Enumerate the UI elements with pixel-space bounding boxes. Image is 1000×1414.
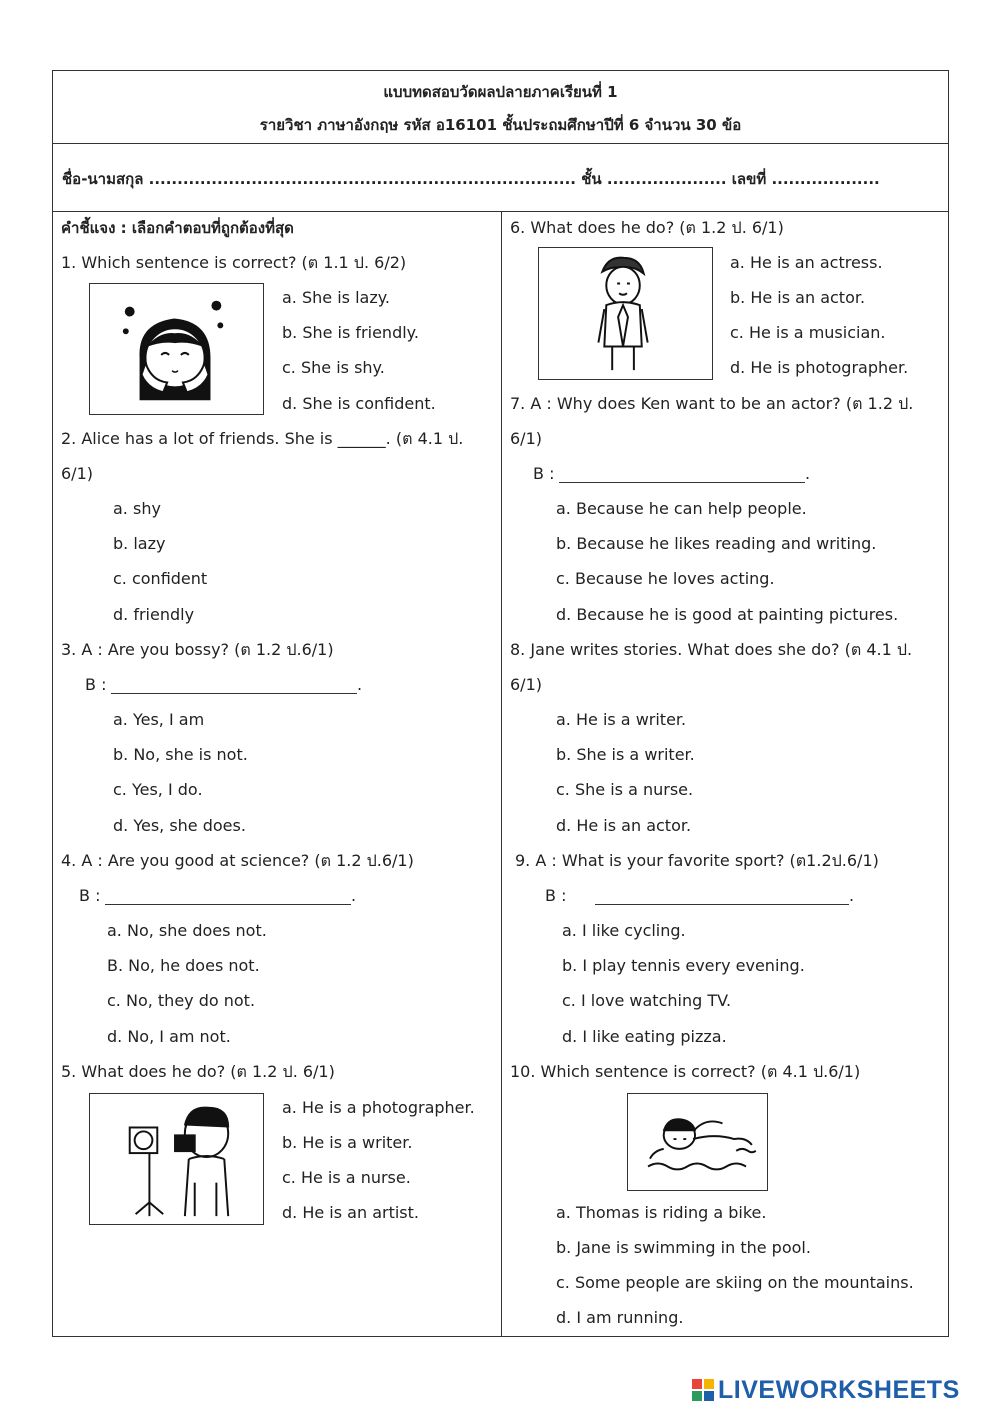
q1-option-c[interactable]: c. She is shy. — [282, 358, 385, 377]
q7-b-label: B : — [533, 464, 555, 483]
exam-subtitle: รายวิชา ภาษาอังกฤษ รหัส อ16101 ชั้นประถมศึกษาปีที่ 6 จำนวน 30 ข้อ — [259, 116, 742, 134]
q1-stem: 1. Which sentence is correct? (ต 1.1 ป. 6/2) — [61, 253, 407, 272]
q3-period: . — [357, 675, 363, 694]
q7-answer-blank[interactable] — [559, 482, 805, 483]
exam-header — [53, 71, 948, 144]
q3-option-c[interactable]: c. Yes, I do. — [113, 780, 203, 799]
q10-option-d[interactable]: d. I am running. — [556, 1308, 684, 1327]
q3-answer-blank[interactable] — [111, 693, 357, 694]
q9-option-c[interactable]: c. I love watching TV. — [562, 991, 732, 1010]
instructions: คำชี้แจง : เลือกคำตอบที่ถูกต้องที่สุด — [61, 219, 294, 237]
q3-b-label: B : — [85, 675, 107, 694]
q1-option-b[interactable]: b. She is friendly. — [282, 323, 419, 342]
q5-option-a[interactable]: a. He is a photographer. — [282, 1098, 475, 1117]
q4-answer-blank[interactable] — [105, 904, 351, 905]
q7-option-a[interactable]: a. Because he can help people. — [556, 499, 807, 518]
q2-option-b[interactable]: b. lazy — [113, 534, 166, 553]
q8-option-a[interactable]: a. He is a writer. — [556, 710, 687, 729]
q6-option-b[interactable]: b. He is an actor. — [730, 288, 866, 307]
q5-option-c[interactable]: c. He is a nurse. — [282, 1168, 411, 1187]
q6-option-c[interactable]: c. He is a musician. — [730, 323, 886, 342]
actor-illustration — [539, 248, 712, 379]
q4-option-c[interactable]: c. No, they do not. — [107, 991, 256, 1010]
q2-stem-cont: 6/1) — [61, 464, 93, 483]
q3-option-d[interactable]: d. Yes, she does. — [113, 816, 246, 835]
liveworksheets-logo-icon — [692, 1379, 714, 1401]
q4-period: . — [351, 886, 357, 905]
q4-option-a[interactable]: a. No, she does not. — [107, 921, 267, 940]
q9-option-d[interactable]: d. I like eating pizza. — [562, 1027, 727, 1046]
q6-option-a[interactable]: a. He is an actress. — [730, 253, 883, 272]
column-divider — [501, 211, 502, 1337]
liveworksheets-logo-text: LIVEWORKSHEETS — [718, 1376, 960, 1404]
q6-stem: 6. What does he do? (ต 1.2 ป. 6/1) — [510, 218, 784, 237]
q8-option-d[interactable]: d. He is an actor. — [556, 816, 692, 835]
q8-option-b[interactable]: b. She is a writer. — [556, 745, 695, 764]
q2-option-d[interactable]: d. friendly — [113, 605, 195, 624]
q7-option-d[interactable]: d. Because he is good at painting pictures. — [556, 605, 899, 624]
q7-option-c[interactable]: c. Because he loves acting. — [556, 569, 775, 588]
q9-option-a[interactable]: a. I like cycling. — [562, 921, 686, 940]
q10-image — [627, 1093, 768, 1191]
q6-option-d[interactable]: d. He is photographer. — [730, 358, 909, 377]
q8-option-c[interactable]: c. She is a nurse. — [556, 780, 694, 799]
q5-option-b[interactable]: b. He is a writer. — [282, 1133, 413, 1152]
q9-period: . — [849, 886, 855, 905]
q2-stem: 2. Alice has a lot of friends. She is ______. (ต 4.1 ป. — [61, 429, 464, 448]
q9-option-b[interactable]: b. I play tennis every evening. — [562, 956, 805, 975]
q9-answer-blank[interactable] — [595, 904, 849, 905]
q1-image — [89, 283, 264, 415]
q7-stem: 7. A : Why does Ken want to be an actor? (ต 1.2 ป. — [510, 394, 914, 413]
q10-option-a[interactable]: a. Thomas is riding a bike. — [556, 1203, 767, 1222]
q2-option-c[interactable]: c. confident — [113, 569, 208, 588]
q10-option-b[interactable]: b. Jane is swimming in the pool. — [556, 1238, 811, 1257]
swimmer-illustration — [628, 1094, 767, 1190]
q4-stem: 4. A : Are you good at science? (ต 1.2 ป.6/1) — [61, 851, 414, 870]
q8-stem: 8. Jane writes stories. What does she do? (ต 4.1 ป. — [510, 640, 913, 659]
q2-option-a[interactable]: a. shy — [113, 499, 161, 518]
q1-option-d[interactable]: d. She is confident. — [282, 394, 436, 413]
student-info-row — [53, 143, 948, 212]
q3-option-b[interactable]: b. No, she is not. — [113, 745, 248, 764]
q5-image — [89, 1093, 264, 1225]
q5-option-d[interactable]: d. He is an artist. — [282, 1203, 419, 1222]
q6-image — [538, 247, 713, 380]
q7-period: . — [805, 464, 811, 483]
q7-stem-cont: 6/1) — [510, 429, 542, 448]
q4-b-label: B : — [79, 886, 101, 905]
photographer-illustration — [90, 1094, 263, 1224]
shy-girl-illustration — [90, 284, 263, 414]
q5-stem: 5. What does he do? (ต 1.2 ป. 6/1) — [61, 1062, 335, 1081]
q8-stem-cont: 6/1) — [510, 675, 542, 694]
q10-stem: 10. Which sentence is correct? (ต 4.1 ป.6/1) — [510, 1062, 861, 1081]
student-info-text: ชื่อ-นามสกุล ........................................................................... ชั้น ..................... เลขที่ ................... — [62, 170, 880, 188]
q10-option-c[interactable]: c. Some people are skiing on the mountains. — [556, 1273, 914, 1292]
q1-option-a[interactable]: a. She is lazy. — [282, 288, 390, 307]
q4-option-b[interactable]: B. No, he does not. — [107, 956, 260, 975]
exam-title: แบบทดสอบวัดผลปลายภาคเรียนที่ 1 — [383, 83, 618, 101]
q4-option-d[interactable]: d. No, I am not. — [107, 1027, 231, 1046]
q3-stem: 3. A : Are you bossy? (ต 1.2 ป.6/1) — [61, 640, 334, 659]
q3-option-a[interactable]: a. Yes, I am — [113, 710, 205, 729]
q9-b-label: B : — [545, 886, 567, 905]
q7-option-b[interactable]: b. Because he likes reading and writing. — [556, 534, 877, 553]
q9-stem: 9. A : What is your favorite sport? (ต1.2ป.6/1) — [515, 851, 879, 870]
